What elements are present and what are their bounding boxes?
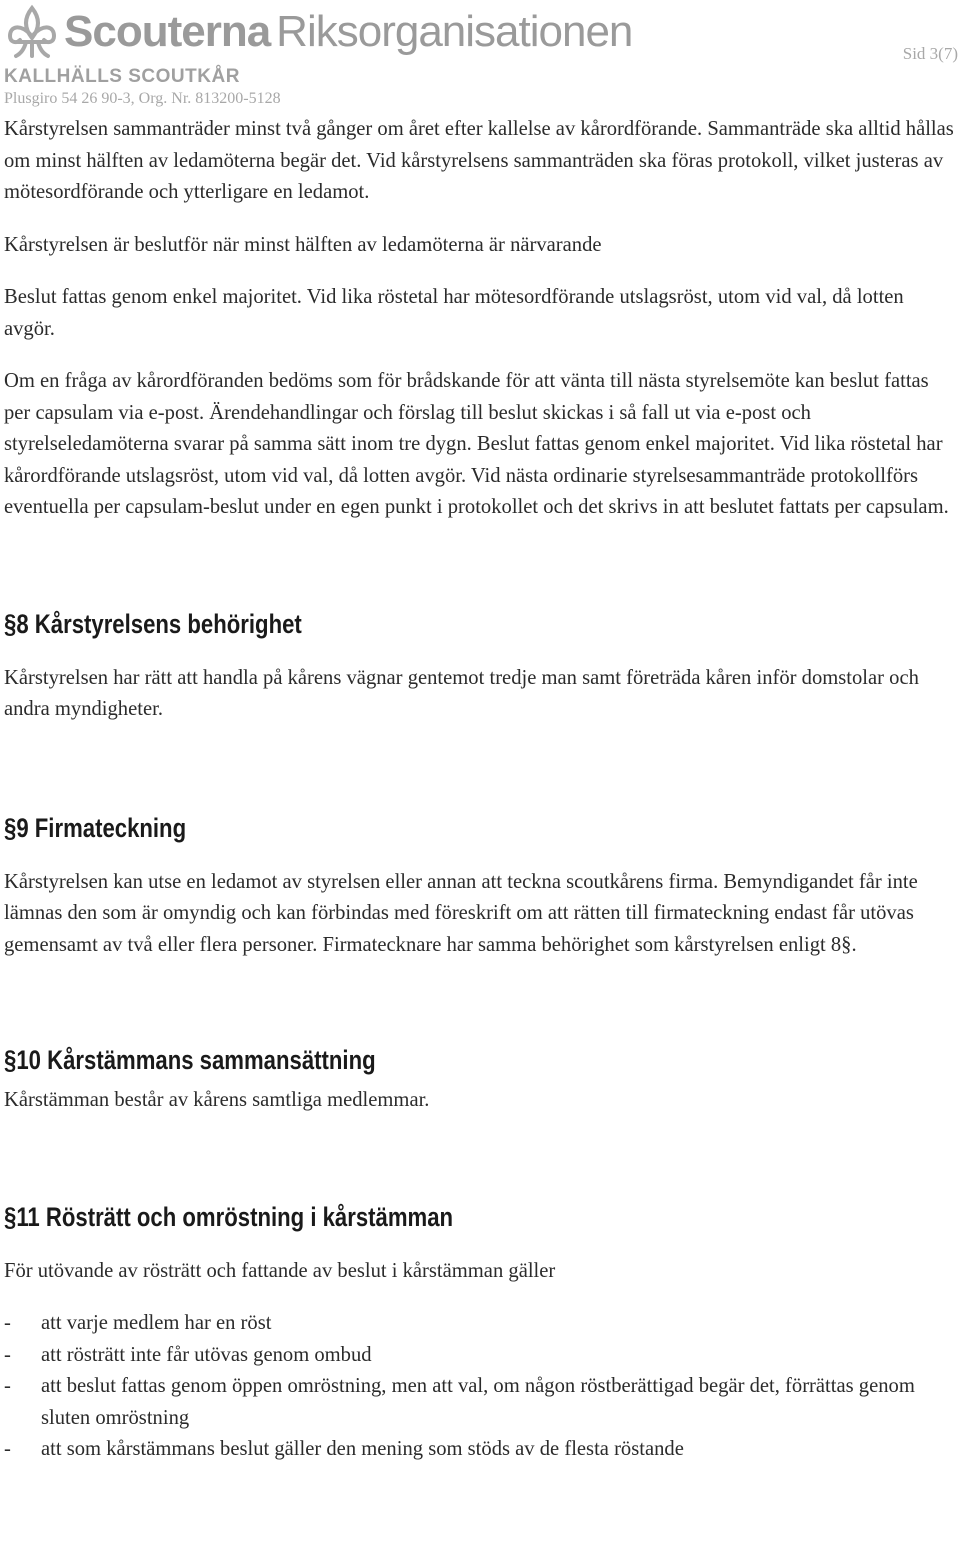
paragraph-per-capsulam: Om en fråga av kårordföranden bedöms som för brådskande för att vänta till nästa styrelsemöte kan beslut fattas per capsulam via e-post. Ärendehandlingar och förslag till beslut skickas i så fall ut via e-post och styrelseledamöterna svarar på samma sätt inom tre dygn. Beslut fattas genom enkel majoritet. Vid lika röstetal har kårordförande utslagsröst, utom vid val, då lotten avgör. Vid nästa ordinarie styrelsesammanträde protokollförs eventuella per capsulam-beslut under en egen punkt i protokollet och det skrivs in att beslutet fattats per capsulam. <box>4 370 949 518</box>
brand-wordmark <box>64 6 632 58</box>
list-bullet: - <box>4 1375 11 1397</box>
list-item-text: att varje medlem har en röst <box>41 1312 272 1334</box>
list-bullet: - <box>4 1312 11 1334</box>
page-number: Sid 3(7) <box>902 44 958 63</box>
section-heading-9: §9 Firmateckning <box>4 812 187 843</box>
organization-name: KALLHÄLLS SCOUTKÅR <box>4 66 240 87</box>
section-text-10: Kårstämman består av kårens samtliga medlemmar. <box>4 1089 430 1111</box>
list-item-text: att rösträtt inte får utövas genom ombud <box>41 1343 372 1366</box>
section-text-9: Kårstyrelsen kan utse en ledamot av styrelsen eller annan att teckna scoutkårens firma. Bemyndigandet får inte lämnas den som är omyndig och kan förbindas med föreskrift om att rätten till firmateckning endast får utövas gemensamt av två eller flera personer. Firmatecknare har samma behörighet som kårstyrelsen enligt 8§. <box>4 870 918 956</box>
paragraph-meetings: Kårstyrelsen sammanträder minst två gånger om året efter kallelse av kårordförande. Sammanträde ska alltid hållas om minst hälften av ledamöterna begär det. Vid kårstyrelsens sammanträden ska föras protokoll, vilket justeras av mötesordförande och ytterligare en ledamot. <box>4 118 954 203</box>
list-item <box>4 1308 956 1340</box>
list-item <box>4 1434 956 1466</box>
section-text-11: För utövande av rösträtt och fattande av beslut i kårstämman gäller <box>4 1259 556 1282</box>
section-heading-11: §11 Rösträtt och omröstning i kårstämman <box>4 1201 454 1232</box>
page-header <box>0 0 960 118</box>
list-item-text: att beslut fattas genom öppen omröstning, men att val, om någon röstberättigad begär det, förrättas genom sluten omröstning <box>41 1375 915 1429</box>
section-text-8: Kårstyrelsen har rätt att handla på kårens vägnar gentemot tredje man samt företräda kåren inför domstolar och andra myndigheter. <box>4 666 919 720</box>
list-bullet: - <box>4 1438 11 1460</box>
list-bullet: - <box>4 1343 11 1366</box>
section-heading-8: §8 Kårstyrelsens behörighet <box>4 608 302 639</box>
document-body <box>4 114 956 1466</box>
brand-bold-text: Scouterna <box>64 7 271 56</box>
list-item <box>4 1340 956 1372</box>
voting-rules-list <box>4 1308 956 1466</box>
giro-and-org-number: Plusgiro 54 26 90-3, Org. Nr. 813200-5128 <box>4 90 281 107</box>
scout-lily-logo-icon <box>4 4 60 60</box>
brand-light-text: Riksorganisationen <box>276 7 633 56</box>
list-item <box>4 1371 956 1434</box>
paragraph-majority: Beslut fattas genom enkel majoritet. Vid lika röstetal har mötesordförande utslagsröst, utom vid val, då lotten avgör. <box>4 286 904 340</box>
section-heading-10: §10 Kårstämmans sammansättning <box>4 1045 376 1075</box>
paragraph-quorum: Kårstyrelsen är beslutför när minst hälften av ledamöterna är närvarande <box>4 233 602 256</box>
list-item-text: att som kårstämmans beslut gäller den mening som stöds av de flesta röstande <box>41 1438 684 1460</box>
